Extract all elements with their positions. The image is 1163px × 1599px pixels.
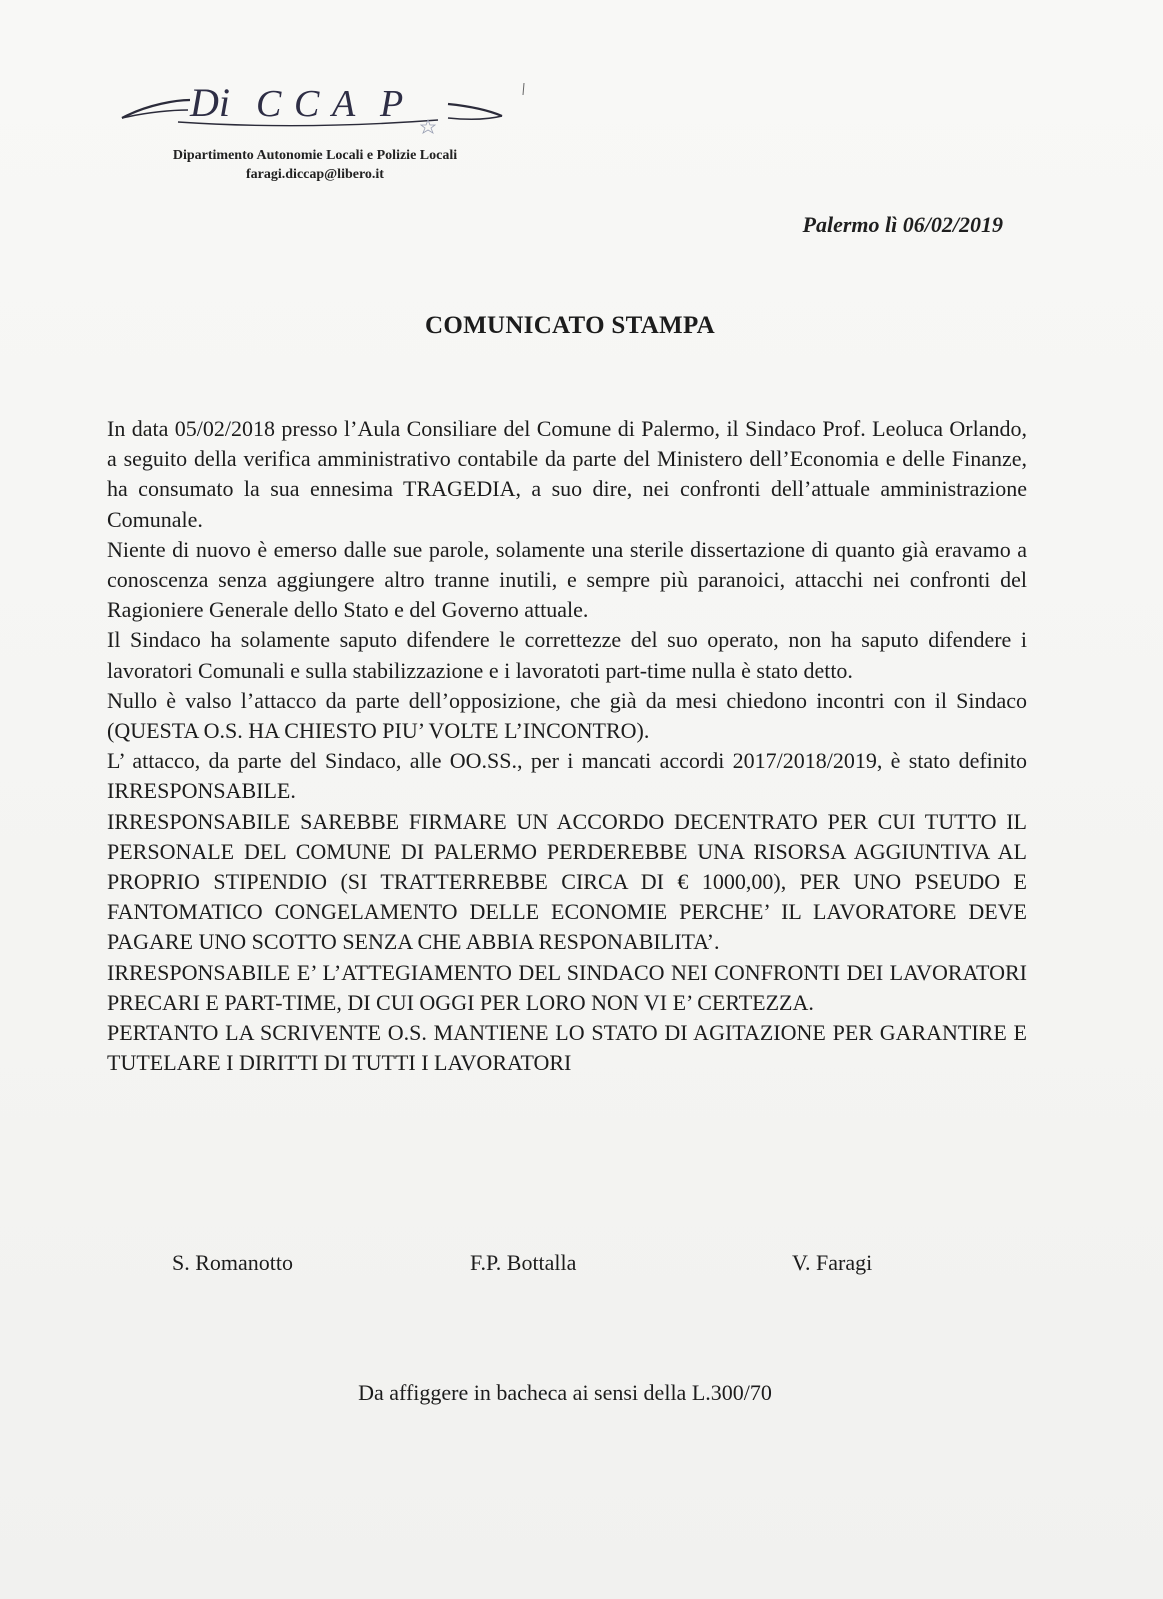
stray-pen-mark [522,82,525,94]
paragraph: PERTANTO LA SCRIVENTE O.S. MANTIENE LO STATO DI AGITAZIONE PER GARANTIRE E TUTELARE I DIRITTI DI TUTTI I LAVORATORI [107,1020,1027,1076]
paragraph: IRRESPONSABILE SAREBBE FIRMARE UN ACCORDO DECENTRATO PER CUI TUTTO IL PERSONALE DEL COMUNE DI PALERMO PERDEREBBE UNA RISORSA AGGIUNTIVA AL PROPRIO STIPENDIO (SI TRATTERREBBE CIRCA DI € 1000,00), PER UNO PSEUDO E FANTOMATICO CONGELAMENTO DELLE ECONOMIE PERCHE’ IL LAVORATORE DEVE PAGARE UNO SCOTTO SENZA CHE ABBIA RESPONABILITA’. [107,808,1027,955]
document-title: COMUNICATO STAMPA [424,312,716,339]
diccap-logo [118,82,518,148]
svg-text:C: C [294,83,320,125]
svg-text:P: P [380,83,404,125]
footer-note: Da affiggere in bacheca ai sensi della L.300/70 [358,1380,772,1405]
signature-name: F.P. Bottalla [470,1250,577,1275]
svg-text:C: C [256,83,282,125]
signature-name: V. Faragi [792,1250,873,1275]
document-body [107,414,1027,1078]
svg-text:Di: Di [190,82,230,125]
letterhead-text [150,146,480,184]
paragraph: L’ attacco, da parte del Sindaco, alle OO.SS., per i mancati accordi 2017/2018/2019, è stato definito IRRESPONSABILE. [107,748,1027,804]
date-line: Palermo lì 06/02/2019 [802,212,1003,237]
paragraph: In data 05/02/2018 presso l’Aula Consiliare del Comune di Palermo, il Sindaco Prof. Leoluca Orlando, a seguito della verifica amministrativo contabile da parte del Ministero dell’Economia e delle Finanze, ha consumato la sua ennesima TRAGEDIA, a suo dire, nei confronti dell’attuale amministrazione Comunale. [107,416,1027,532]
paragraph: Nullo è valso l’attacco da parte dell’opposizione, che già da mesi chiedono incontri con il Sindaco (QUESTA O.S. HA CHIESTO PIU’ VOLTE L’INCONTRO). [107,687,1027,744]
svg-text:A: A [332,83,356,125]
paragraph: Niente di nuovo è emerso dalle sue parole, solamente una sterile dissertazione di quanto già eravamo a conoscenza senza aggiungere altro tranne inutili, e sempre più paranoici, attacchi nei confronti del Ragioniere Generale dello Stato e del Governo attuale. [107,536,1027,623]
signature-name: S. Romanotto [172,1250,294,1275]
department-email: faragi.diccap@libero.it [246,167,384,182]
paragraph: Il Sindaco ha solamente saputo difendere le correttezze del suo operato, non ha saputo difendere i lavoratori Comunali e sulla stabilizzazione e i lavoratoti part-time nulla è stato detto. [107,627,1027,683]
paragraph: IRRESPONSABILE E’ L’ATTEGIAMENTO DEL SINDACO NEI CONFRONTI DEI LAVORATORI PRECARI E PART-TIME, DI CUI OGGI PER LORO NON VI E’ CERTEZZA. [107,959,1027,1015]
department-name: Dipartimento Autonomie Locali e Polizie Locali [172,148,458,163]
